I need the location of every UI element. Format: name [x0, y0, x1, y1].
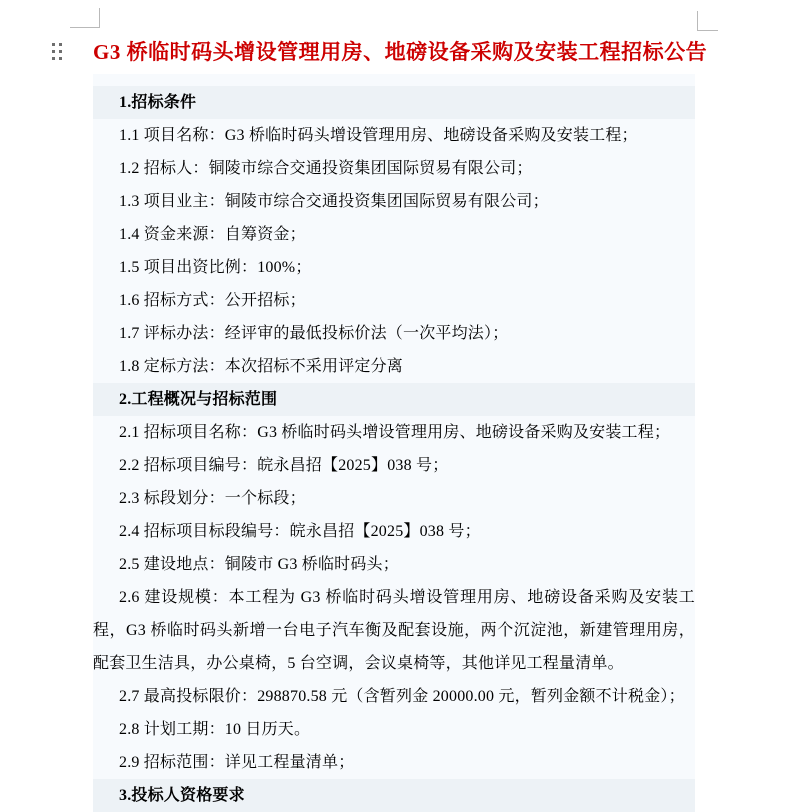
drag-handle-icon[interactable] [52, 43, 62, 60]
content-block [93, 74, 695, 809]
paragraph: 1.1 项目名称：G3 桥临时码头增设管理用房、地磅设备采购及安装工程； [119, 127, 638, 144]
paragraph: 2.6 建设规模：本工程为 G3 桥临时码头增设管理用房、地磅设备采购及安装工程，G3 桥临时码头新增一台电子汽车衡及配套设施，两个沉淀池，新建管理用房，配套卫生洁具，办公桌椅，5 台空调，会议桌椅等，其他详见工程量清单。 [93, 589, 695, 672]
paragraph: 2.7 最高投标限价：298870.58 元（含暂列金 20000.00 元，暂列金额不计税金）； [119, 688, 685, 705]
paragraph: 2.1 招标项目名称：G3 桥临时码头增设管理用房、地磅设备采购及安装工程； [119, 424, 671, 441]
text-boundary-corner-mark-left [70, 8, 100, 28]
paragraph: 2.4 招标项目标段编号：皖永昌招【2025】038 号； [119, 523, 481, 540]
paragraph: 1.6 招标方式：公开招标； [119, 292, 306, 309]
paragraph: 1.8 定标方法：本次招标不采用评定分离 [119, 358, 404, 375]
paragraph: 1.5 项目出资比例：100%； [119, 259, 312, 276]
section-heading: 1.招标条件 [93, 86, 695, 119]
text-boundary-corner-mark-right [697, 11, 718, 31]
section-heading: 2.工程概况与招标范围 [93, 383, 695, 416]
section-heading: 3.投标人资格要求 [93, 779, 695, 812]
document-body [93, 86, 695, 812]
paragraph: 2.8 计划工期：10 日历天。 [119, 721, 311, 738]
paragraph: 1.4 资金来源：自筹资金； [119, 226, 306, 243]
document-title: G3 桥临时码头增设管理用房、地磅设备采购及安装工程招标公告 [93, 40, 708, 64]
paragraph: 2.2 招标项目编号：皖永昌招【2025】038 号； [119, 457, 449, 474]
paragraph: 2.5 建设地点：铜陵市 G3 桥临时码头； [119, 556, 399, 573]
paragraph: 1.2 招标人：铜陵市综合交通投资集团国际贸易有限公司； [119, 160, 533, 177]
paragraph: 2.9 招标范围：详见工程量清单； [119, 754, 355, 771]
paragraph: 2.3 标段划分：一个标段； [119, 490, 306, 507]
paragraph: 1.7 评标办法：经评审的最低投标价法（一次平均法）； [119, 325, 509, 342]
paragraph: 1.3 项目业主：铜陵市综合交通投资集团国际贸易有限公司； [119, 193, 549, 210]
